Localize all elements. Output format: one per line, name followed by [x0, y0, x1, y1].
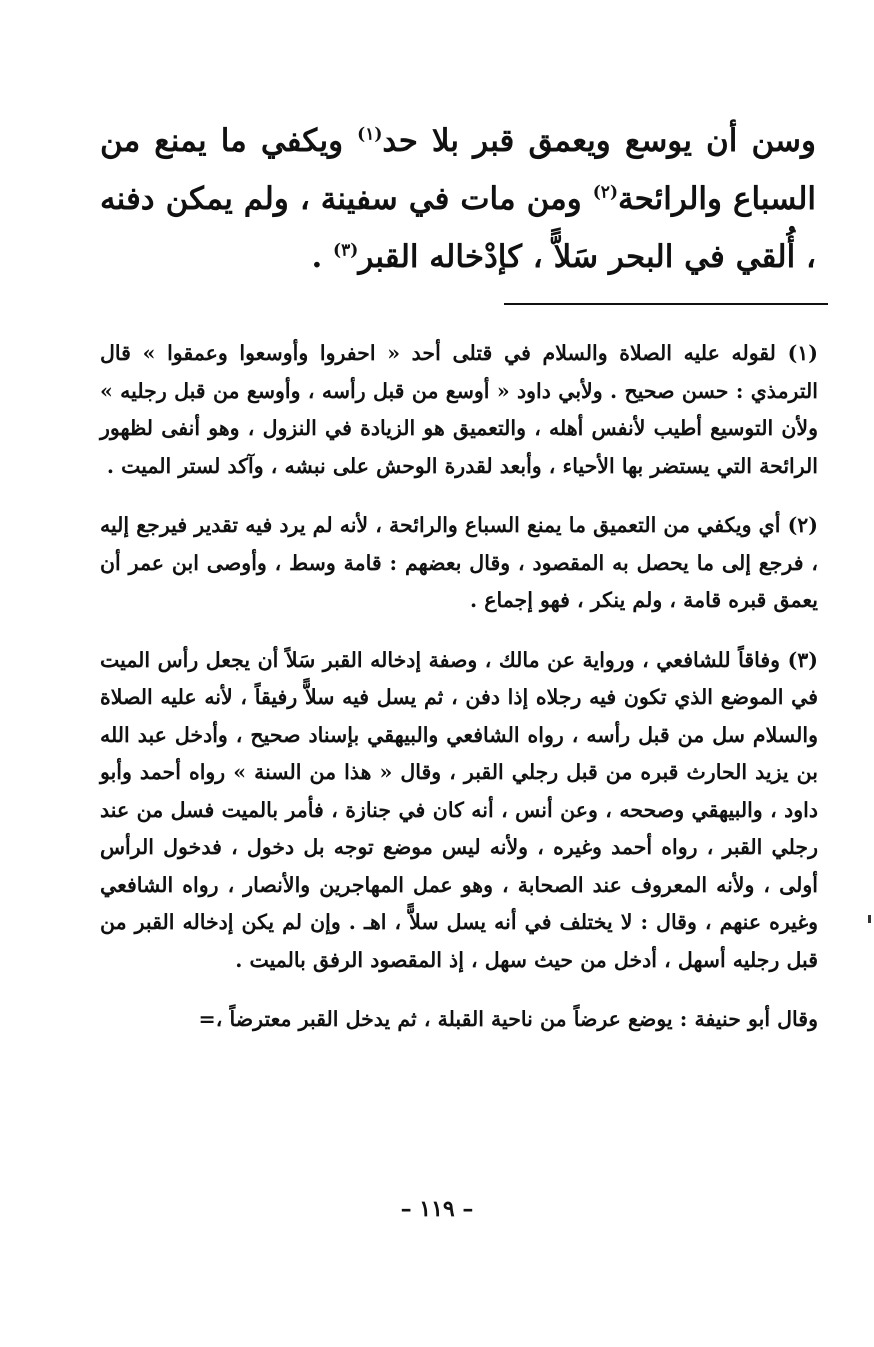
footnote-text: أي ويكفي من التعميق ما يمنع السباع والرائحة ، لأنه لم يرد فيه تقدير فيرجع إليه ، فرجع إلى ما يحصل به المقصود ، وقال بعضهم : قامة وسط ، وأوصى ابن عمر أن يعمق قبره قامة ، ولم ينكر ، فهو إجماع . [100, 513, 818, 612]
main-text-segment: ويكفي ما يمنع من السباع والرائحة [100, 123, 816, 217]
footnote-text: لقوله عليه الصلاة والسلام في قتلى أحد « احفروا وأوسعوا وعمقوا » قال الترمذي : حسن صحيح . ولأبي داود « أوسع من قبل رأسه ، وأوسع من قبل رجليه » ولأن التوسيع أطيب لأنفس أهله ، والتعميق هو الزيادة في النزول ، وهو أنفى لظهور الرائحة التي يستضر بها الأحياء ، وأبعد لقدرة الوحش على نبشه ، وآكد لستر الميت . [100, 341, 818, 478]
footnote-ref-3: (٣) [333, 240, 359, 261]
footnote-marker: (١) [787, 341, 818, 365]
page-number: – ١١٩ – [400, 1196, 474, 1222]
footnote-2 [100, 507, 818, 620]
footnote-ref-2: (٢) [592, 182, 619, 203]
main-text-segment: . [311, 239, 334, 275]
footnotes [100, 335, 818, 1061]
footnote-text: وفاقاً للشافعي ، ورواية عن مالك ، وصفة إدخاله القبر سَلاً أن يجعل رأس الميت في الموضع الذي تكون فيه رجلاه إذا دفن ، ثم يسل فيه سلاًّ رفيقاً ، لأنه عليه الصلاة والسلام سل من قبل رأسه ، رواه الشافعي والبيهقي بإسناد صحيح ، وأدخل عبد الله بن يزيد الحارث قبره من قبل رجلي القبر ، وقال « هذا من السنة » رواه أحمد وأبو داود ، والبيهقي وصححه ، وعن أنس ، أنه كان في جنازة ، فأمر بالميت فسل من عند رجلي القبر ، رواه أحمد وغيره ، ولأنه ليس موضع توجه بل دخول ، فدخول الرأس أولى ، ولأنه المعروف عند الصحابة ، وهو عمل المهاجرين والأنصار ، رواه الشافعي وغيره عنهم ، وقال : لا يختلف في أنه يسل سلاًّ ، اهـ . وإن لم يكن إدخاله القبر من قبل رجليه أسهل ، أدخل من حيث سهل ، إذ المقصود الرفق بالميت . [100, 647, 819, 972]
footnote-1 [100, 335, 818, 485]
main-text [100, 112, 816, 286]
main-text-segment: وسن أن يوسع ويعمق قبر بلا حد [382, 123, 816, 159]
footnote-ref-1: (١) [357, 124, 383, 145]
scan-mark [868, 915, 871, 923]
footnote-continuation: وقال أبو حنيفة : يوضع عرضاً من ناحية القبلة ، ثم يدخل القبر معترضاً ،= [198, 1007, 818, 1031]
footnote-3 [100, 642, 818, 980]
main-text-segment: ومن مات في سفينة ، ولم يمكن دفنه ، أُلقي في البحر سَلاًّ ، كإدْخاله القبر [100, 181, 816, 275]
footnote-separator [504, 303, 828, 305]
footnote-marker: (٢) [787, 513, 818, 537]
footnote-marker: (٣) [787, 647, 818, 672]
main-paragraph [100, 112, 816, 286]
